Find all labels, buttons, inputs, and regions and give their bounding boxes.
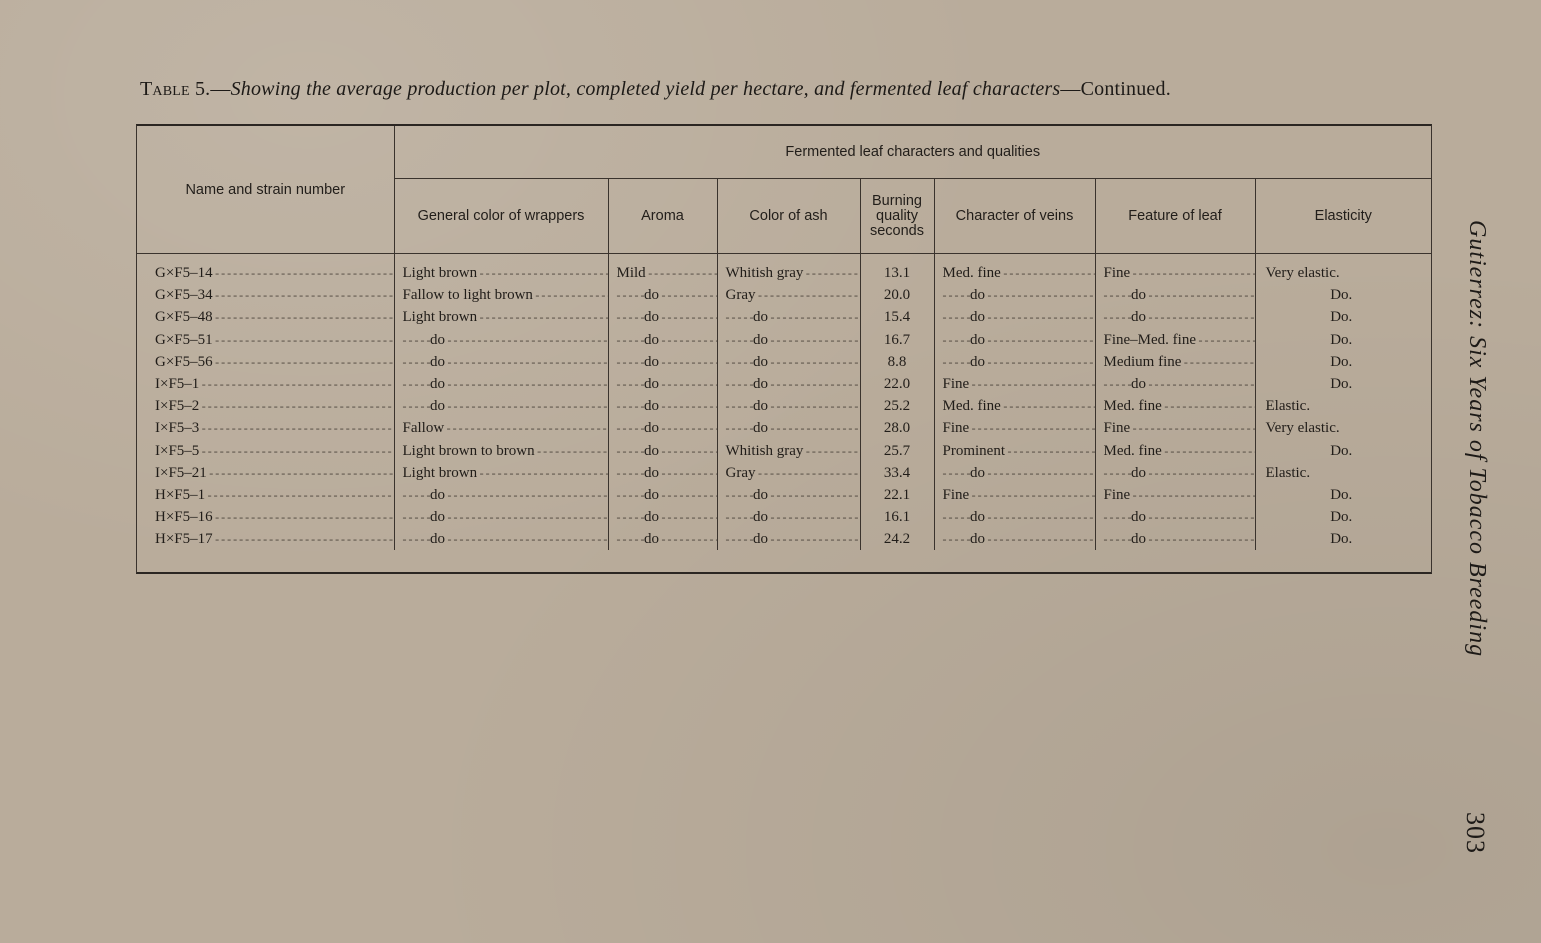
cell-wrapper-color: Light brown - - - xyxy=(394,254,608,285)
data-table xyxy=(136,124,1432,574)
table-body xyxy=(137,254,1431,551)
cell-leaf-feature: Med. fine - - - xyxy=(1095,395,1255,417)
cell-name: I×F5–21 - - - xyxy=(137,462,394,484)
cell-leaf-feature: - - - do - - - xyxy=(1095,462,1255,484)
table-row xyxy=(137,417,1431,439)
table-row xyxy=(137,351,1431,373)
cell-leaf-feature: Medium fine - - - xyxy=(1095,351,1255,373)
cell-elasticity: Do. xyxy=(1330,331,1353,348)
cell-ash-color: Gray - - - xyxy=(717,284,860,306)
cell-veins: - - - do - - - xyxy=(934,462,1095,484)
header-aroma: Aroma xyxy=(608,179,717,254)
cell-elasticity: Do. xyxy=(1330,376,1353,393)
cell-wrapper-color: Fallow to light brown - - - xyxy=(394,284,608,306)
page-number: 303 xyxy=(1461,812,1490,854)
cell-veins: - - - do - - - xyxy=(934,351,1095,373)
cell-name: I×F5–2 - - - xyxy=(137,395,394,417)
cell-veins: - - - do - - - xyxy=(934,528,1095,550)
cell-name: I×F5–5 - - - xyxy=(137,440,394,462)
table-row xyxy=(137,462,1431,484)
cell-aroma: - - - do - - - xyxy=(608,329,717,351)
cell-wrapper-color: Light brown - - - xyxy=(394,462,608,484)
cell-burning-seconds: 25.2 xyxy=(860,395,934,417)
cell-name: H×F5–16 - - - xyxy=(137,506,394,528)
cell-burning-seconds: 24.2 xyxy=(860,528,934,550)
cell-leaf-feature: - - - do - - - xyxy=(1095,506,1255,528)
cell-burning-seconds: 22.1 xyxy=(860,484,934,506)
cell-elasticity: Elastic. xyxy=(1265,398,1311,415)
table-row xyxy=(137,306,1431,328)
cell-elasticity: Do. xyxy=(1330,531,1353,548)
caption-dash: — xyxy=(210,78,231,100)
cell-leaf-feature: - - - do - - - xyxy=(1095,306,1255,328)
cell-aroma: - - - do - - - xyxy=(608,528,717,550)
cell-ash-color: - - - do - - - xyxy=(717,351,860,373)
cell-name: G×F5–34 - - - xyxy=(137,284,394,306)
cell-veins: - - - do - - - xyxy=(934,284,1095,306)
cell-elasticity: Do. xyxy=(1330,353,1353,370)
running-head: Gutierrez: Six Years of Tobacco Breeding xyxy=(1464,220,1490,658)
cell-leaf-feature: Fine - - - xyxy=(1095,417,1255,439)
cell-aroma: - - - do - - - xyxy=(608,284,717,306)
header-burning-line2: quality xyxy=(876,207,918,224)
cell-name: H×F5–17 - - - xyxy=(137,528,394,550)
cell-elasticity: Very elastic. xyxy=(1265,265,1340,282)
cell-aroma: - - - do - - - xyxy=(608,462,717,484)
cell-burning-seconds: 33.4 xyxy=(860,462,934,484)
cell-veins: - - - do - - - xyxy=(934,306,1095,328)
cell-wrapper-color: Light brown to brown - - - xyxy=(394,440,608,462)
cell-aroma: - - - do - - - xyxy=(608,506,717,528)
cell-aroma: - - - do - - - xyxy=(608,417,717,439)
cell-burning-seconds: 8.8 xyxy=(860,351,934,373)
cell-aroma: - - - do - - - xyxy=(608,440,717,462)
cell-leaf-feature: Fine - - - xyxy=(1095,254,1255,285)
cell-burning-seconds: 16.1 xyxy=(860,506,934,528)
cell-burning-seconds: 20.0 xyxy=(860,284,934,306)
cell-veins: Fine - - - xyxy=(934,373,1095,395)
cell-elasticity: Do. xyxy=(1330,309,1353,326)
cell-wrapper-color: - - - do - - - xyxy=(394,329,608,351)
cell-ash-color: - - - do - - - xyxy=(717,484,860,506)
header-burning-quality xyxy=(860,179,934,254)
header-elasticity: Elasticity xyxy=(1255,179,1431,254)
cell-veins: - - - do - - - xyxy=(934,506,1095,528)
cell-aroma: - - - do - - - xyxy=(608,351,717,373)
cell-name: I×F5–3 - - - xyxy=(137,417,394,439)
table-row xyxy=(137,506,1431,528)
fermented-leaf-table xyxy=(137,126,1431,550)
cell-elasticity: Elastic. xyxy=(1265,464,1311,481)
cell-leaf-feature: - - - do - - - xyxy=(1095,284,1255,306)
caption-suffix: —Continued. xyxy=(1060,78,1171,100)
header-burning-line1: Burning xyxy=(872,192,922,209)
header-veins: Character of veins xyxy=(934,179,1095,254)
cell-burning-seconds: 16.7 xyxy=(860,329,934,351)
table-row xyxy=(137,329,1431,351)
cell-wrapper-color: - - - do - - - xyxy=(394,506,608,528)
cell-veins: - - - do - - - xyxy=(934,329,1095,351)
cell-veins: Prominent - - - xyxy=(934,440,1095,462)
cell-aroma: - - - do - - - xyxy=(608,306,717,328)
cell-wrapper-color: - - - do - - - xyxy=(394,395,608,417)
cell-elasticity: Do. xyxy=(1330,287,1353,304)
cell-aroma: - - - do - - - xyxy=(608,373,717,395)
cell-ash-color: - - - do - - - xyxy=(717,329,860,351)
header-ash-color: Color of ash xyxy=(717,179,860,254)
cell-ash-color: Whitish gray - - - xyxy=(717,440,860,462)
table-row xyxy=(137,284,1431,306)
cell-wrapper-color: - - - do - - - xyxy=(394,373,608,395)
cell-veins: Med. fine - - - xyxy=(934,254,1095,285)
cell-wrapper-color: - - - do - - - xyxy=(394,484,608,506)
cell-wrapper-color: Fallow - - - xyxy=(394,417,608,439)
header-wrapper-color: General color of wrappers xyxy=(394,179,608,254)
cell-burning-seconds: 28.0 xyxy=(860,417,934,439)
cell-name: H×F5–1 - - - xyxy=(137,484,394,506)
cell-name: G×F5–14 - - - xyxy=(137,254,394,285)
cell-ash-color: - - - do - - - xyxy=(717,395,860,417)
cell-ash-color: - - - do - - - xyxy=(717,528,860,550)
cell-burning-seconds: 22.0 xyxy=(860,373,934,395)
cell-wrapper-color: - - - do - - - xyxy=(394,351,608,373)
table-row xyxy=(137,373,1431,395)
cell-ash-color: - - - do - - - xyxy=(717,373,860,395)
cell-aroma: - - - do - - - xyxy=(608,484,717,506)
table-row xyxy=(137,395,1431,417)
table-row xyxy=(137,254,1431,285)
cell-veins: Fine - - - xyxy=(934,484,1095,506)
header-leaf-feature: Feature of leaf xyxy=(1095,179,1255,254)
header-name-strain: Name and strain number xyxy=(137,126,394,254)
cell-leaf-feature: Fine–Med. fine - - - xyxy=(1095,329,1255,351)
cell-aroma: - - - do - - - xyxy=(608,395,717,417)
cell-leaf-feature: Fine - - - xyxy=(1095,484,1255,506)
cell-ash-color: - - - do - - - xyxy=(717,306,860,328)
cell-ash-color: - - - do - - - xyxy=(717,417,860,439)
cell-elasticity: Do. xyxy=(1330,442,1353,459)
header-burning-line3: seconds xyxy=(869,222,924,239)
cell-name: G×F5–48 - - - xyxy=(137,306,394,328)
cell-veins: Fine - - - xyxy=(934,417,1095,439)
table-row xyxy=(137,528,1431,550)
cell-leaf-feature: - - - do - - - xyxy=(1095,373,1255,395)
table-row xyxy=(137,440,1431,462)
caption-label: Table 5. xyxy=(140,78,211,100)
cell-elasticity: Do. xyxy=(1330,509,1353,526)
cell-ash-color: Gray - - - xyxy=(717,462,860,484)
cell-name: G×F5–56 - - - xyxy=(137,351,394,373)
cell-wrapper-color: - - - do - - - xyxy=(394,528,608,550)
table-row xyxy=(137,484,1431,506)
caption-title: Showing the average production per plot, completed yield per hectare, and fermented leaf characters xyxy=(230,78,1061,100)
cell-wrapper-color: Light brown - - - xyxy=(394,306,608,328)
cell-leaf-feature: - - - do - - - xyxy=(1095,528,1255,550)
cell-name: G×F5–51 - - - xyxy=(137,329,394,351)
header-fermented-group: Fermented leaf characters and qualities xyxy=(394,126,1431,179)
cell-leaf-feature: Med. fine - - - xyxy=(1095,440,1255,462)
cell-elasticity: Very elastic. xyxy=(1265,420,1340,437)
cell-burning-seconds: 15.4 xyxy=(860,306,934,328)
table-caption xyxy=(140,78,1435,101)
cell-elasticity: Do. xyxy=(1330,486,1353,503)
cell-ash-color: Whitish gray - - - xyxy=(717,254,860,285)
cell-burning-seconds: 25.7 xyxy=(860,440,934,462)
cell-name: I×F5–1 - - - xyxy=(137,373,394,395)
cell-ash-color: - - - do - - - xyxy=(717,506,860,528)
cell-burning-seconds: 13.1 xyxy=(860,254,934,285)
cell-aroma: Mild - - - xyxy=(608,254,717,285)
cell-veins: Med. fine - - - xyxy=(934,395,1095,417)
